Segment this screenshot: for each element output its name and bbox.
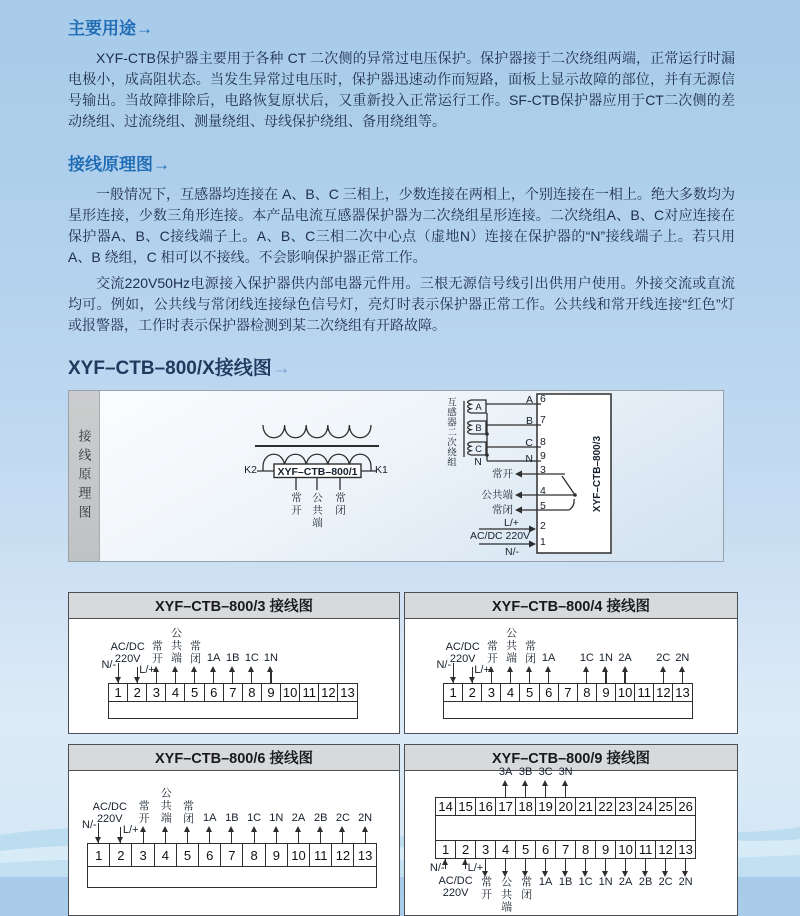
terminal-cell: 5 <box>176 843 199 867</box>
arrow-line <box>231 831 232 843</box>
signal-label: 2C <box>658 876 673 888</box>
arrowhead-up <box>273 826 279 832</box>
terminal-cell: 7 <box>220 843 243 867</box>
signal-label: 1A <box>538 876 553 888</box>
k1-label: K1 <box>375 464 388 476</box>
arrowhead-up <box>229 666 235 672</box>
terminal-strip <box>435 840 696 859</box>
arrow-line <box>585 859 586 871</box>
arrowhead-up <box>140 826 146 832</box>
arrow-line <box>545 785 546 797</box>
arrow-line <box>491 671 492 683</box>
arrowhead-down <box>134 677 140 683</box>
arrowhead-up <box>362 826 368 832</box>
arrow-line <box>685 859 686 871</box>
signal-label: 220V <box>442 887 469 899</box>
arrow-line <box>270 671 271 683</box>
figure-linework <box>69 391 721 559</box>
arrow-line <box>505 859 506 871</box>
arrowhead-down <box>95 837 101 843</box>
wiring-principle-figure <box>68 390 724 562</box>
arrow-line <box>545 859 546 871</box>
section-title-usage: 主要用途→ <box>68 19 153 38</box>
neutral-node-label: N <box>474 456 482 468</box>
terminal-cell: 8 <box>577 683 597 702</box>
signal-label: 1B <box>558 876 573 888</box>
signal-label: 公共端 <box>499 876 512 914</box>
arrow-line <box>365 831 366 843</box>
acdc-source-label: AC/DC 220V <box>469 530 531 542</box>
arrow-line <box>254 831 255 843</box>
arrowhead-up <box>522 780 528 786</box>
signal-label: 1C <box>247 812 262 824</box>
arrow-line <box>485 859 486 871</box>
arrowhead-up <box>622 666 628 672</box>
signal-label: 公共端 <box>504 627 517 665</box>
signal-label: 2B <box>638 876 653 888</box>
arrowhead-up <box>339 826 345 832</box>
arrowhead-up <box>602 666 608 672</box>
terminal-cell: 4 <box>500 683 520 702</box>
arrowhead-up <box>502 780 508 786</box>
arrow-line <box>175 671 176 683</box>
arrow-line <box>298 831 299 843</box>
arrowhead-up <box>679 666 685 672</box>
arrow-line <box>663 671 664 683</box>
terminal-cell: 2 <box>127 683 147 702</box>
panel-800-9 <box>404 744 738 916</box>
panel-800-6 <box>68 744 400 916</box>
signal-label: N/- <box>429 862 445 874</box>
signal-label: 常开 <box>137 800 150 825</box>
arrowhead-down <box>469 677 475 683</box>
arrow-line <box>565 785 566 797</box>
panel-title: XYF–CTB–800/6 接线图 <box>69 745 399 771</box>
terminal-cell: 1 <box>435 840 456 859</box>
arrowhead-up <box>267 666 273 672</box>
terminal-cell: 18 <box>515 797 536 816</box>
terminal-cell: 12 <box>655 840 676 859</box>
terminal-cell: 13 <box>337 683 357 702</box>
signal-label: 常开 <box>150 640 163 665</box>
signal-label: 1N <box>598 876 613 888</box>
terminal-cell: 22 <box>595 797 616 816</box>
arrow-line <box>645 859 646 871</box>
signal-label: 3N <box>558 766 573 778</box>
terminal-cell: 10 <box>280 683 300 702</box>
arrow-line <box>156 671 157 683</box>
lead-com-label: 公共端 <box>311 492 323 530</box>
arrow-line <box>187 831 188 843</box>
terminal-cell: 24 <box>635 797 656 816</box>
figure-side-label: 接线原理图 <box>76 428 92 524</box>
arrow-line <box>529 671 530 683</box>
arrow-line <box>143 831 144 843</box>
port-a-label: A <box>525 394 533 406</box>
terminal-cell: 12 <box>318 683 338 702</box>
terminal-cell: 14 <box>435 797 456 816</box>
terminal-cell: 3 <box>146 683 166 702</box>
panel-title: XYF–CTB–800/4 接线图 <box>405 593 737 619</box>
terminal-cell: 2 <box>109 843 132 867</box>
arrowhead-up <box>545 666 551 672</box>
terminal-cell: 25 <box>655 797 676 816</box>
terminal-cell: 9 <box>595 840 616 859</box>
terminal-cell: 8 <box>242 843 265 867</box>
signal-label: N/- <box>82 819 97 831</box>
signal-label: AC/DC <box>110 641 145 653</box>
signal-label: 2N <box>358 812 373 824</box>
terminal-3: 3 <box>540 464 546 476</box>
terminal-5: 5 <box>540 500 546 512</box>
arrow-line <box>232 671 233 683</box>
arrow-line <box>624 671 625 683</box>
terminal-cell: 1 <box>108 683 128 702</box>
winding-group-label: 互感器二次绕组 <box>445 397 456 467</box>
terminal-strip <box>87 843 377 867</box>
signal-label: L/+ <box>467 862 484 874</box>
signal-label: AC/DC <box>438 875 473 887</box>
signal-label: L/+ <box>122 824 139 836</box>
terminal-cell: 3 <box>475 840 496 859</box>
terminal-cell: 4 <box>495 840 516 859</box>
terminal-1: 1 <box>540 536 546 548</box>
lead-no-label: 常开 <box>290 492 302 517</box>
signal-label: 2C <box>335 812 350 824</box>
terminal-cell: 9 <box>261 683 281 702</box>
arrow-line <box>605 671 606 683</box>
signal-label: L/+ <box>139 664 155 676</box>
arrow-glyph: → <box>271 358 291 379</box>
signal-label: 220V <box>449 653 476 665</box>
terminal-cell: 9 <box>596 683 616 702</box>
arrowhead-up <box>507 666 513 672</box>
terminal-cell: 2 <box>462 683 482 702</box>
arrowhead-up <box>184 826 190 832</box>
terminal-cell: 7 <box>223 683 243 702</box>
signal-label: 2A <box>618 876 633 888</box>
terminal-cell: 11 <box>634 683 654 702</box>
terminal-cell: 11 <box>299 683 319 702</box>
signal-label: 2N <box>675 652 690 664</box>
signal-label: 1N <box>598 652 613 664</box>
arrow-line <box>548 671 549 683</box>
signal-nc-label: 常闭 <box>492 504 513 516</box>
terminal-cell: 13 <box>672 683 692 702</box>
arrow-line <box>194 671 195 683</box>
arrowhead-down <box>115 677 121 683</box>
signal-label: 1C <box>578 876 593 888</box>
terminal-cell: 20 <box>555 797 576 816</box>
arrowhead-up <box>172 666 178 672</box>
terminal-cell: 21 <box>575 797 596 816</box>
terminal-cell: 15 <box>455 797 476 816</box>
signal-label: 2B <box>313 812 328 824</box>
terminal-cell: 4 <box>154 843 177 867</box>
signal-label: 1A <box>206 652 221 664</box>
terminal-cell: 10 <box>615 840 636 859</box>
panel-title: XYF–CTB–800/9 接线图 <box>405 745 737 771</box>
signal-label: 3C <box>538 766 553 778</box>
signal-label: 公共端 <box>169 627 182 665</box>
arrowhead-down <box>117 837 123 843</box>
terminal-cell: 5 <box>519 683 539 702</box>
arrowhead-up <box>660 666 666 672</box>
signal-label: 2A <box>618 652 632 664</box>
arrow-line <box>525 859 526 871</box>
signal-label: 220V <box>96 813 123 825</box>
terminal-cell: 3 <box>131 843 154 867</box>
terminal-cell: 8 <box>575 840 596 859</box>
terminal-base-box <box>435 815 696 841</box>
coil-a-label: A <box>475 402 482 413</box>
terminal-cell: 1 <box>87 843 110 867</box>
arrowhead-up <box>562 780 568 786</box>
signal-label: 1B <box>226 652 240 664</box>
terminal-8: 8 <box>540 436 546 448</box>
arrow-line <box>213 671 214 683</box>
terminal-cell: 6 <box>204 683 224 702</box>
arrow-line <box>342 831 343 843</box>
signal-label: 1C <box>244 652 259 664</box>
terminal-cell: 6 <box>198 843 221 867</box>
arrow-line <box>510 671 511 683</box>
arrowhead-up <box>153 666 159 672</box>
arrowhead-up <box>251 826 257 832</box>
arrow-line <box>209 831 210 843</box>
terminal-cell: 5 <box>184 683 204 702</box>
signal-label: N/- <box>101 659 117 671</box>
arrow-line <box>665 859 666 871</box>
terminal-cell: 12 <box>331 843 354 867</box>
signal-no-label: 常开 <box>492 468 513 480</box>
terminal-cell: 8 <box>242 683 262 702</box>
terminal-cell: 5 <box>515 840 536 859</box>
terminal-cell: 2 <box>455 840 476 859</box>
terminal-cell: 13 <box>675 840 696 859</box>
terminal-cell: 13 <box>353 843 376 867</box>
signal-label: 常开 <box>485 640 498 665</box>
terminal-strip <box>435 797 696 816</box>
terminal-cell: 3 <box>481 683 501 702</box>
signal-label: 220V <box>114 653 141 665</box>
panel-800-3 <box>68 592 400 734</box>
arrow-line <box>625 859 626 871</box>
terminal-cell: 4 <box>165 683 185 702</box>
terminal-cell: 9 <box>265 843 288 867</box>
arrowhead-up <box>162 826 168 832</box>
terminal-cell: 12 <box>653 683 673 702</box>
arrowhead-up <box>191 666 197 672</box>
terminal-strip <box>108 683 358 702</box>
signal-label: 1B <box>225 812 239 824</box>
signal-label: 1A <box>541 652 556 664</box>
terminal-cell: 16 <box>475 797 496 816</box>
terminal-cell: 19 <box>535 797 556 816</box>
signal-label: N/- <box>436 659 452 671</box>
terminal-cell: 11 <box>309 843 332 867</box>
signal-com-label: 公共端 <box>481 489 513 501</box>
signal-label: 常闭 <box>523 640 536 665</box>
arrow-line <box>605 859 606 871</box>
section-title-principle: 接线原理图→ <box>68 155 170 174</box>
signal-label: L/+ <box>474 664 490 676</box>
arrow-line <box>682 671 683 683</box>
terminal-cell: 6 <box>535 840 556 859</box>
terminal-cell: 7 <box>558 683 578 702</box>
arrow-line <box>586 671 587 683</box>
terminal-9: 9 <box>540 450 546 462</box>
signal-label: 1N <box>263 652 278 664</box>
k2-label: K2 <box>244 464 257 476</box>
signal-label: 常开 <box>479 876 492 901</box>
signal-label: 2A <box>291 812 306 824</box>
arrowhead-up <box>228 826 234 832</box>
arrow-line <box>505 785 506 797</box>
terminal-strip <box>443 683 693 702</box>
neutral-minus-label: N/- <box>505 546 519 558</box>
arrow-line <box>320 831 321 843</box>
terminal-base-box <box>108 701 358 719</box>
signal-label: 常闭 <box>519 876 532 901</box>
terminal-cell: 11 <box>635 840 656 859</box>
principle-paragraph-1: 一般情况下，互感器均连接在 A、B、C 三相上，少数连接在两相上，个别连接在一相上。绝大多数均为星形连接，少数三角形连接。本产品电流互感器保护器为二次绕组星形连接。二次绕组A、B、C对应连接在保护器A、B、C接线端子上。A、B、C三相二次中心点（虚地N）连接在保护器的“N”接线端子上。若只用 A、B 绕组，C 相可以不接线。不会影响保护器正常工作。 <box>68 186 735 265</box>
terminal-cell: 10 <box>287 843 310 867</box>
signal-label: 2C <box>656 652 671 664</box>
signal-label: 常闭 <box>188 640 201 665</box>
arrowhead-up <box>295 826 301 832</box>
wiring-heading-text: XYF–CTB–800/X接线图 <box>68 358 272 379</box>
terminal-cell: 26 <box>675 797 696 816</box>
panel-title: XYF–CTB–800/3 接线图 <box>69 593 399 619</box>
panel-800-4 <box>404 592 738 734</box>
principle-paragraph-2: 交流220V50Hz电源接入保护器供内部电器元件用。三根无源信号线引出供用户使用。外接交流或直流均可。例如，公共线与常闭线连接绿色信号灯，亮灯时表示保护器正常工作。公共线和常开线连接“红色”灯或报警器，工作时表示保护器检测到某二次绕组有开路故障。 <box>68 275 735 333</box>
port-b-label: B <box>525 415 533 427</box>
line-plus-label: L/+ <box>504 517 519 529</box>
arrow-line <box>251 671 252 683</box>
arrow-line <box>525 785 526 797</box>
device-800-1-label: XYF–CTB–800/1 <box>277 466 358 478</box>
arrow-line <box>565 859 566 871</box>
arrowhead-up <box>206 826 212 832</box>
signal-label: 3B <box>518 766 533 778</box>
section-title-wiring-diagrams <box>68 353 735 380</box>
terminal-4: 4 <box>540 485 546 497</box>
terminal-cell: 10 <box>615 683 635 702</box>
terminal-cell: 7 <box>555 840 576 859</box>
wiring-diagrams-grid <box>68 592 735 916</box>
terminal-6: 6 <box>540 393 546 405</box>
arrowhead-up <box>317 826 323 832</box>
arrowhead-up <box>248 666 254 672</box>
signal-label: AC/DC <box>445 641 480 653</box>
signal-label: 公共端 <box>159 787 172 825</box>
signal-label: 1A <box>202 812 217 824</box>
terminal-7: 7 <box>540 414 546 426</box>
signal-label: AC/DC <box>92 801 127 813</box>
arrow-line <box>165 831 166 843</box>
terminal-cell: 6 <box>539 683 559 702</box>
port-n-label: N <box>525 453 533 465</box>
arrow-line <box>276 831 277 843</box>
signal-label: 3A <box>498 766 513 778</box>
coil-b-label: B <box>475 423 482 434</box>
arrowhead-up <box>210 666 216 672</box>
arrowhead-up <box>583 666 589 672</box>
signal-label: 1N <box>269 812 284 824</box>
coil-c-label: C <box>475 444 482 455</box>
terminal-2: 2 <box>540 520 546 532</box>
terminal-cell: 1 <box>443 683 463 702</box>
signal-label: 1C <box>579 652 594 664</box>
lead-nc-label: 常闭 <box>334 492 346 517</box>
arrowhead-up <box>542 780 548 786</box>
device-800-3-label: XYF–CTB–800/3 <box>592 435 603 513</box>
terminal-cell: 23 <box>615 797 636 816</box>
terminal-base-box <box>443 701 693 719</box>
arrowhead-down <box>450 677 456 683</box>
arrowhead-up <box>526 666 532 672</box>
signal-label: 常闭 <box>181 800 194 825</box>
signal-label: 2N <box>678 876 693 888</box>
terminal-cell: 17 <box>495 797 516 816</box>
usage-paragraph: XYF-CTB保护器主要用于各种 CT 二次侧的异常过电压保护。保护器接于二次绕组两端，正常运行时漏电极小，成高阻状态。当发生异常过电压时，保护器迅速动作而短路，面板上显示故障的部位，并有无源信号输出。当故障排除后，电路恢复原状后，又重新投入正常运行工作。SF-CTB保护器应用于CT二次侧的差动绕组、过流绕组、测量绕组、母线保护绕组、备用绕组等。 <box>68 50 735 129</box>
arrowhead-up <box>488 666 494 672</box>
port-c-label: C <box>525 437 533 449</box>
